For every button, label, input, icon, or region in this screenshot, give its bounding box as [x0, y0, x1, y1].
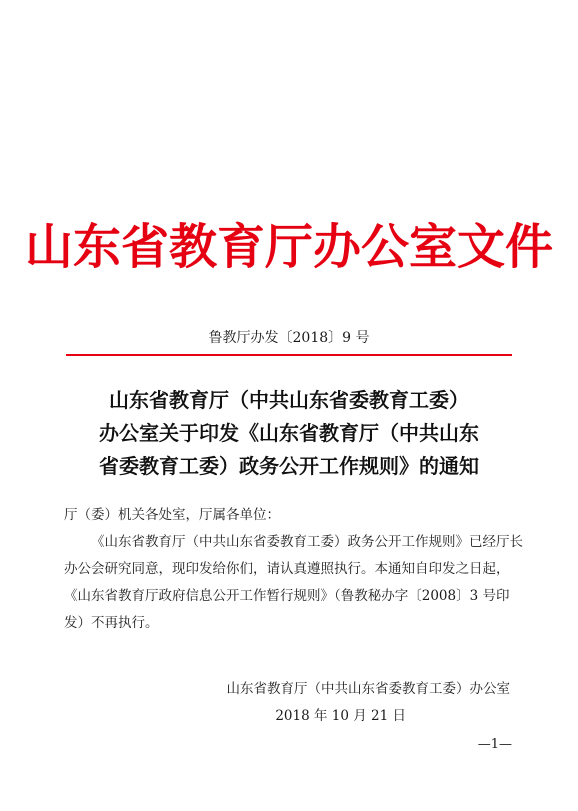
issuer-name: 山东省教育厅（中共山东省委教育工委）办公室	[226, 681, 510, 697]
red-divider-line	[66, 354, 512, 356]
notice-title-line: 山东省教育厅（中共山东省委教育工委）	[109, 388, 469, 412]
page-number: —1—	[477, 737, 512, 752]
notice-title	[40, 384, 538, 483]
notice-body	[64, 502, 524, 637]
document-number: 鲁教厅办发〔2018〕9 号	[208, 330, 370, 346]
masthead-title: 山东省教育厅办公室文件	[24, 219, 553, 275]
body-paragraph: 《山东省教育厅（中共山东省委教育工委）政务公开工作规则》已经厅长办公会研究同意，现印发给你们，请认真遵照执行。本通知自印发之日起，《山东省教育厅政府信息公开工作暂行规则》（鲁教秘办字〔2008〕3 号印发）不再执行。	[64, 534, 523, 631]
notice-title-line: 省委教育工委）政务公开工作规则》的通知	[99, 454, 479, 478]
issue-date: 2018 年 10 月 21 日	[275, 708, 406, 724]
signature-block	[0, 676, 510, 730]
notice-title-line: 办公室关于印发《山东省教育厅（中共山东	[99, 421, 479, 445]
salutation: 厅（委）机关各处室，厅属各单位：	[64, 507, 280, 523]
